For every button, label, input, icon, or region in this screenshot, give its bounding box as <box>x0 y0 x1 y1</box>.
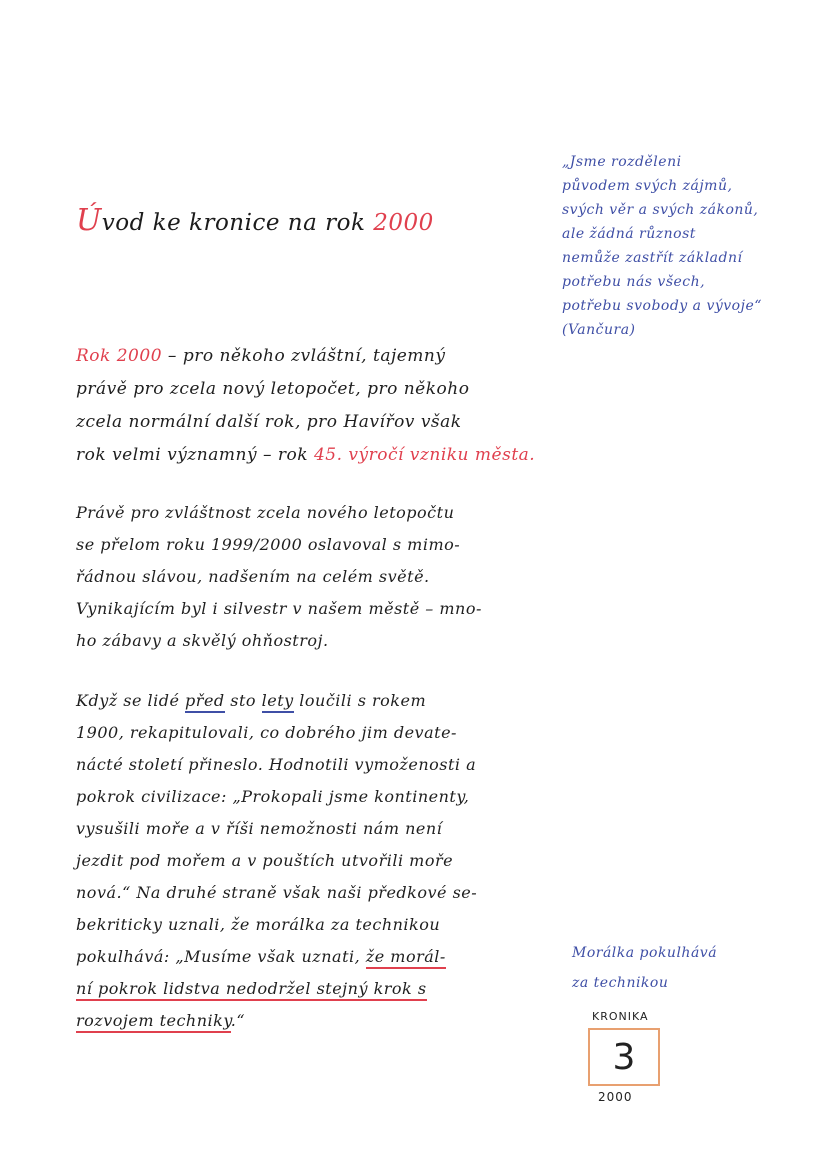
line-text: .“ <box>230 1011 246 1030</box>
line-text: sto <box>224 691 262 710</box>
quote-line: ale žádná různost <box>562 226 696 242</box>
paragraph-2 <box>76 497 576 657</box>
paragraph-line: 1900, rekapitulovali, co dobrého jim devate- <box>76 723 457 742</box>
line-text: Když se lidé <box>76 691 186 710</box>
line-text: loučili s rokem <box>293 691 427 710</box>
paragraph-line <box>76 439 576 472</box>
quote-line: svých věr a svých zákonů, <box>562 202 759 218</box>
paragraph-line: Právě pro zvláštnost zcela nového letopočtu <box>76 503 455 522</box>
underlined-word: lety <box>262 691 294 713</box>
margin-quote <box>562 150 822 342</box>
line-text: rok velmi významný – rok <box>76 445 314 465</box>
title-text: vod ke kronice na rok <box>101 210 374 236</box>
paragraph-line: zcela normální další rok, pro Havířov však <box>76 412 462 432</box>
underlined-phrase: že morál- <box>366 947 446 969</box>
quote-line: nemůže zastřít základní <box>562 250 743 266</box>
anniversary-text: 45. výročí vzniku města. <box>313 445 536 465</box>
stamp-label: KRONIKA <box>592 1010 649 1023</box>
paragraph-line: vysušili moře a v říši nemožnosti nám není <box>76 819 443 838</box>
paragraph-line: bekriticky uznali, že morálka za technikou <box>76 915 441 934</box>
margin-note-line: Morálka pokulhává <box>572 945 718 961</box>
paragraph-line: pokrok civilizace: „Prokopali jsme kontinenty, <box>76 787 470 806</box>
year-lead: Rok 2000 <box>76 346 163 366</box>
underlined-phrase: ní pokrok lidstva nedodržel stejný krok s <box>76 979 427 1001</box>
paragraph-1 <box>76 340 576 472</box>
stamp-year: 2000 <box>598 1090 633 1104</box>
paragraph-line: řádnou slávou, nadšením na celém světě. <box>76 567 430 586</box>
quote-line: „Jsme rozděleni <box>562 154 682 170</box>
title-initial: Ú <box>76 203 102 238</box>
page-number-box <box>588 1028 660 1086</box>
quote-line: potřebu nás všech, <box>562 274 706 290</box>
paragraph-line: nová.“ Na druhé straně však naši předkové se- <box>76 883 478 902</box>
paragraph-line <box>76 685 576 717</box>
paragraph-line: se přelom roku 1999/2000 oslavoval s mimo- <box>76 535 461 554</box>
paragraph-3 <box>76 685 576 1037</box>
underlined-phrase: rozvojem techniky <box>76 1011 231 1033</box>
page-title <box>76 203 434 238</box>
line-text: pokulhává: „Musíme však uznati, <box>76 947 366 966</box>
paragraph-line <box>76 973 576 1005</box>
line-text: – pro někoho zvláštní, tajemný <box>162 346 446 366</box>
paragraph-line <box>76 941 576 973</box>
page-number: 3 <box>612 1036 636 1078</box>
paragraph-line <box>76 340 576 373</box>
paragraph-line <box>76 1005 576 1037</box>
paragraph-line: jezdit pod mořem a v pouštích utvořili moře <box>76 851 454 870</box>
paragraph-line: právě pro zcela nový letopočet, pro někoho <box>76 379 470 399</box>
margin-note <box>572 938 717 998</box>
underlined-word: před <box>185 691 225 713</box>
margin-note-line: za technikou <box>572 975 669 991</box>
paragraph-line: Vynikajícím byl i silvestr v našem městě – mno- <box>76 599 482 618</box>
paragraph-line: ho zábavy a skvělý ohňostroj. <box>76 631 329 650</box>
quote-line: potřebu svobody a vývoje“ <box>562 298 762 314</box>
quote-author: (Vančura) <box>562 322 636 338</box>
title-year: 2000 <box>373 210 434 236</box>
paragraph-line: nácté století přineslo. Hodnotili vymoženosti a <box>76 755 477 774</box>
quote-line: původem svých zájmů, <box>562 178 733 194</box>
